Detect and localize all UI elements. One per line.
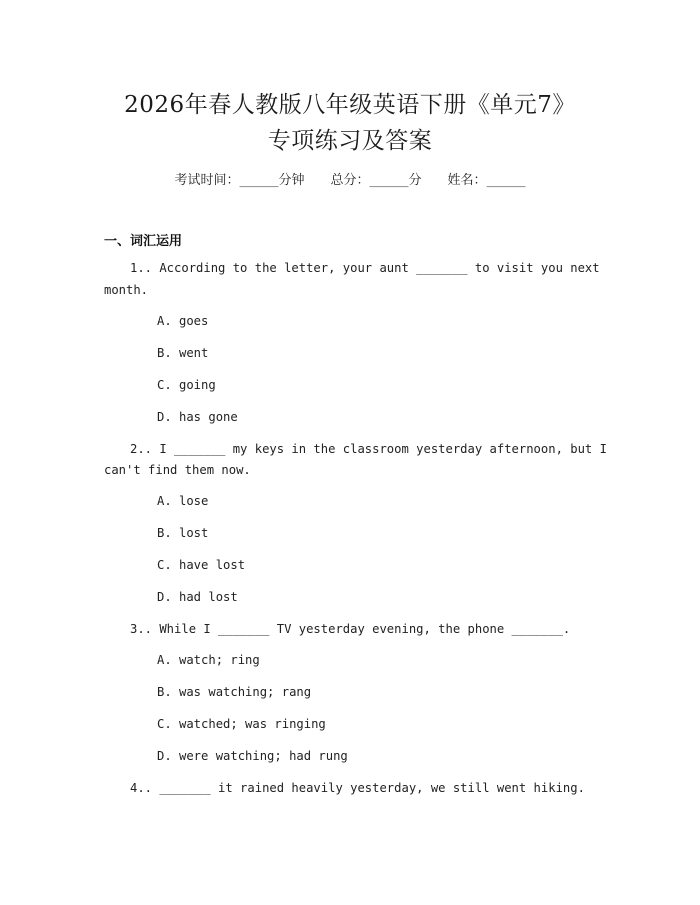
question-1-option-b: B. went [157,346,209,360]
question-2-option-b: B. lost [157,526,209,540]
document-subtitle: 专项练习及答案 [267,128,433,154]
question-1-text-continued: month. [104,283,149,297]
question-3-option-b: B. was watching; rang [157,685,312,699]
question-3-text: 3.. While I _______ TV yesterday evening, the phone _______. [130,622,571,636]
question-3-option-a: A. watch; ring [157,653,260,667]
question-1-text: 1.. According to the letter, your aunt _______ to visit you next [130,261,600,275]
question-2-option-a: A. lose [157,494,209,508]
question-3-option-c: C. watched; was ringing [157,717,326,731]
question-2-text-continued: can't find them now. [104,463,251,477]
question-4-text: 4.. _______ it rained heavily yesterday, we still went hiking. [130,781,585,795]
exam-info-line [0,169,700,188]
section-heading: 一、词汇运用 [104,234,183,249]
question-1-option-d: D. has gone [157,410,238,424]
question-2-text: 2.. I _______ my keys in the classroom yesterday afternoon, but I [130,442,607,456]
question-2-option-c: C. have lost [157,558,246,572]
question-3-option-d: D. were watching; had rung [157,749,348,763]
total-score-field: 总分：______分 [330,173,422,188]
student-name-field: 姓名：______ [447,173,526,188]
question-1-option-a: A. goes [157,314,209,328]
exam-time-field: 考试时间：______分钟 [174,173,305,188]
question-1-option-c: C. going [157,378,216,392]
question-2-option-d: D. had lost [157,590,238,604]
document-title: 2026年春人教版八年级英语下册《单元7》 [124,92,576,118]
